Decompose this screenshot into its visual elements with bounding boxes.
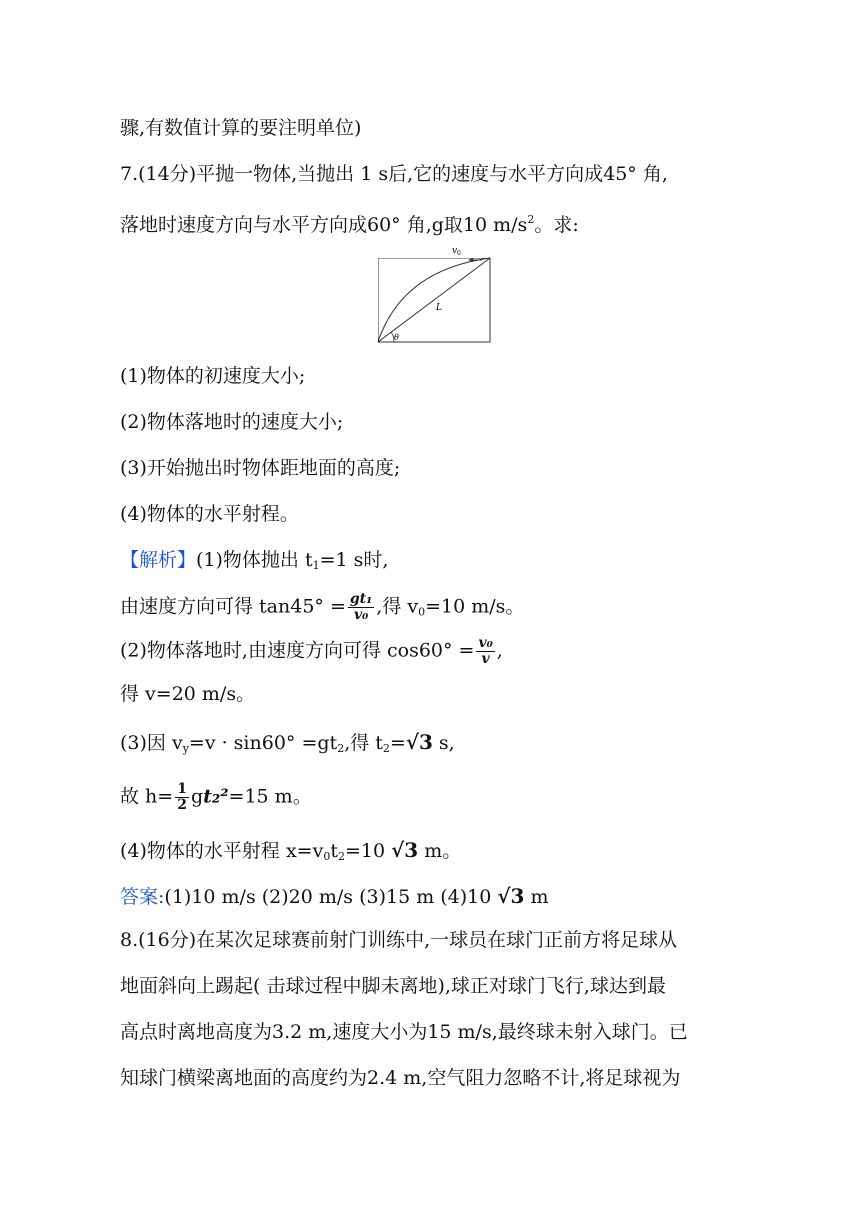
sqrt3-t2: √3 bbox=[405, 730, 433, 754]
solution-line-4: 得 v=20 m/s。 bbox=[120, 683, 256, 705]
v0-label-sub: 0 bbox=[457, 250, 461, 257]
s7-c: =10 bbox=[344, 840, 392, 862]
solution-line-7 bbox=[120, 838, 461, 869]
q7-part-3: (3)开始抛出时物体距地面的高度; bbox=[120, 457, 401, 479]
s3-frac-num: v₀ bbox=[478, 635, 493, 651]
s2-sub: 0 bbox=[418, 605, 426, 619]
q7-part-1: (1)物体的初速度大小; bbox=[120, 365, 306, 387]
s5-b: =v · sin60° =gt bbox=[188, 732, 338, 754]
fraction-v0-v bbox=[476, 636, 494, 667]
s6-t2-squared: t₂² bbox=[203, 785, 229, 808]
q8-line-1: 8.(16分)在某次足球赛前射门训练中,一球员在球门正前方将足球从 bbox=[120, 929, 678, 951]
q8-line-3: 高点时离地高度为3.2 m,速度大小为15 m/s,最终球未射入球门。已 bbox=[120, 1021, 688, 1043]
q8-line-2: 地面斜向上踢起( 击球过程中脚未离地),球正对球门飞行,球达到最 bbox=[120, 975, 666, 997]
q7-line2-sup: 2 bbox=[527, 213, 535, 226]
s2-c: =10 m/s。 bbox=[425, 595, 525, 618]
s5-c: ,得 t bbox=[344, 732, 383, 754]
s2-a: 由速度方向可得 tan45° = bbox=[120, 595, 346, 618]
s6-b: g bbox=[190, 785, 204, 808]
s6-a: 故 h= bbox=[120, 785, 174, 808]
answer-text-a: (1)10 m/s (2)20 m/s (3)15 m (4)10 bbox=[164, 886, 498, 908]
answer-text-b: m bbox=[524, 886, 549, 908]
s3-b: , bbox=[496, 639, 503, 662]
s6-c: =15 m。 bbox=[228, 785, 312, 808]
solution-line-1 bbox=[120, 548, 388, 578]
answer-sqrt3: √3 bbox=[497, 884, 525, 908]
q7-line1: 7.(14分)平抛一物体,当抛出 1 s后,它的速度与水平方向成45° 角, bbox=[120, 163, 668, 185]
s5-sub3: 2 bbox=[382, 742, 390, 755]
projectile-diagram bbox=[372, 240, 496, 346]
s3-frac-den: v bbox=[481, 651, 490, 667]
q7-part-2: (2)物体落地时的速度大小; bbox=[120, 411, 344, 433]
s7-a: (4)物体的水平射程 x=v bbox=[120, 840, 324, 862]
q7-line2 bbox=[120, 208, 579, 237]
s1-a: (1)物体抛出 t bbox=[196, 549, 313, 571]
sqrt3-range: √3 bbox=[391, 838, 419, 862]
answer-line bbox=[120, 884, 549, 909]
q8-line-4: 知球门横梁离地面的高度约为2.4 m,空气阻力忽略不计,将足球视为 bbox=[120, 1067, 681, 1089]
q7-line2-pre: 落地时速度方向与水平方向成60° 角,g取10 m/s bbox=[120, 214, 528, 236]
s5-sub2: 2 bbox=[337, 742, 345, 755]
s2-b: ,得 v bbox=[376, 595, 419, 618]
solution-tag: 【解析】 bbox=[120, 549, 197, 571]
s5-sub1: y bbox=[182, 742, 189, 755]
fraction-one-half bbox=[175, 782, 189, 813]
s7-d: m。 bbox=[418, 840, 462, 862]
solution-line-2 bbox=[120, 592, 524, 625]
L-label: L bbox=[436, 303, 442, 313]
displacement-line bbox=[378, 258, 490, 342]
s6-frac-num: 1 bbox=[177, 781, 187, 797]
s5-e: s, bbox=[432, 732, 455, 754]
fraction-gt1-v0 bbox=[348, 592, 374, 623]
s7-sub1: 0 bbox=[323, 850, 331, 863]
s6-frac-den: 2 bbox=[177, 797, 187, 813]
solution-line-5 bbox=[120, 730, 455, 761]
intro-tail: 骤,有数值计算的要注明单位) bbox=[120, 117, 362, 139]
s3-a: (2)物体落地时,由速度方向可得 cos60° = bbox=[120, 639, 475, 662]
solution-line-3 bbox=[120, 636, 503, 667]
s2-frac-num: gt₁ bbox=[349, 591, 373, 607]
s2-frac-den: v₀ bbox=[353, 607, 369, 623]
s5-d: = bbox=[389, 732, 406, 754]
answer-tag: 答案: bbox=[120, 886, 165, 908]
q7-part-4: (4)物体的水平射程。 bbox=[120, 503, 299, 525]
s1-b: =1 s时, bbox=[319, 549, 389, 571]
s5-a: (3)因 v bbox=[120, 732, 183, 754]
v0-label: v bbox=[452, 246, 458, 256]
theta-label: θ bbox=[394, 333, 399, 342]
s7-b: t bbox=[330, 840, 338, 862]
s7-sub2: 2 bbox=[337, 850, 345, 863]
s1-sub: 1 bbox=[312, 559, 320, 572]
q7-line2-post: 。求: bbox=[534, 214, 579, 236]
solution-line-6 bbox=[120, 782, 312, 813]
